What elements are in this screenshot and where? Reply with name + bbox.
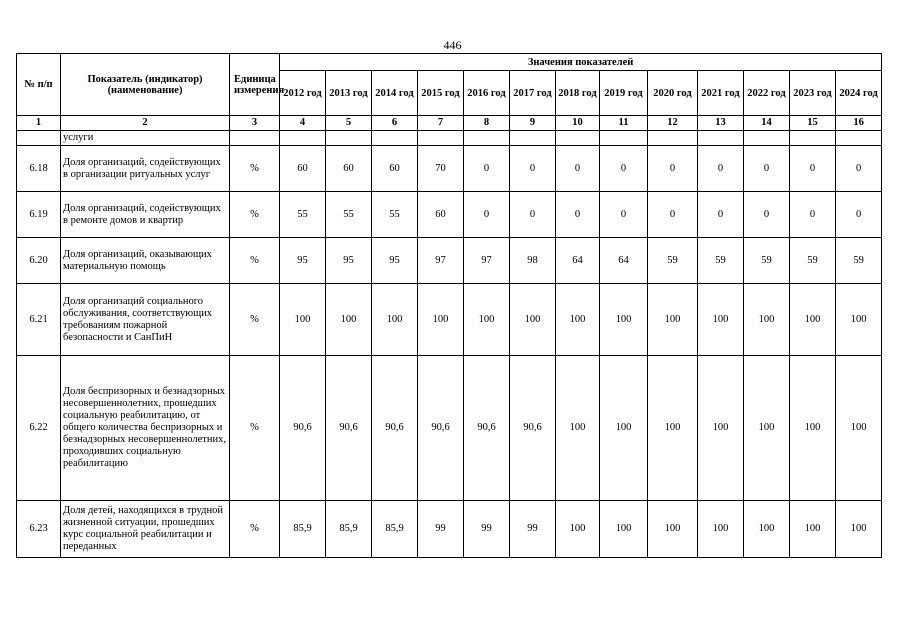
row-number: 6.20: [17, 238, 61, 284]
value-cell: 64: [600, 238, 648, 284]
column-number: 16: [836, 116, 882, 131]
value-cell: 100: [418, 284, 464, 356]
value-cell: 0: [510, 192, 556, 238]
header-year: 2021 год: [698, 71, 744, 116]
row-number: 6.18: [17, 146, 61, 192]
indicator-name: Доля организаций, содействующих в организации ритуальных услуг: [61, 146, 230, 192]
value-cell: 100: [648, 356, 698, 501]
value-cell: 70: [418, 146, 464, 192]
value-cell: 97: [464, 238, 510, 284]
row-number: 6.21: [17, 284, 61, 356]
value-cell: 55: [372, 192, 418, 238]
header-unit: Единица измерения: [230, 54, 280, 116]
value-cell: 100: [648, 501, 698, 558]
column-number: 8: [464, 116, 510, 131]
header-year: 2020 год: [648, 71, 698, 116]
value-cell: [280, 131, 326, 146]
table-row: [17, 356, 882, 501]
value-cell: 100: [744, 284, 790, 356]
value-cell: [600, 131, 648, 146]
value-cell: 99: [418, 501, 464, 558]
header-num: № п/п: [17, 54, 61, 116]
header-values-group: Значения показателей: [280, 54, 882, 71]
value-cell: 100: [326, 284, 372, 356]
header-year: 2022 год: [744, 71, 790, 116]
value-cell: 100: [744, 356, 790, 501]
value-cell: [556, 131, 600, 146]
value-cell: 95: [280, 238, 326, 284]
header-year: 2018 год: [556, 71, 600, 116]
column-number: 11: [600, 116, 648, 131]
value-cell: 100: [648, 284, 698, 356]
indicator-name: услуги: [61, 131, 230, 146]
value-cell: 0: [556, 146, 600, 192]
value-cell: 100: [790, 284, 836, 356]
row-number: [17, 131, 61, 146]
value-cell: 90,6: [464, 356, 510, 501]
value-cell: [464, 131, 510, 146]
value-cell: 97: [418, 238, 464, 284]
value-cell: 59: [648, 238, 698, 284]
value-cell: 85,9: [372, 501, 418, 558]
value-cell: 90,6: [372, 356, 418, 501]
value-cell: 90,6: [510, 356, 556, 501]
value-cell: 59: [698, 238, 744, 284]
column-number: 12: [648, 116, 698, 131]
value-cell: 100: [372, 284, 418, 356]
value-cell: 59: [836, 238, 882, 284]
value-cell: 0: [600, 146, 648, 192]
column-number: 15: [790, 116, 836, 131]
value-cell: 64: [556, 238, 600, 284]
table-row: [17, 501, 882, 558]
table-row: [17, 146, 882, 192]
unit-cell: %: [230, 238, 280, 284]
indicator-name: Доля детей, находящихся в трудной жизненной ситуации, прошедших курс социальной реабилитации и переданных: [61, 501, 230, 558]
unit-cell: %: [230, 356, 280, 501]
value-cell: [698, 131, 744, 146]
value-cell: 0: [510, 146, 556, 192]
value-cell: [372, 131, 418, 146]
table-row: [17, 284, 882, 356]
indicator-name: Доля организаций социального обслуживания, соответствующих требованиям пожарной безопасности и СанПиН: [61, 284, 230, 356]
value-cell: 0: [698, 146, 744, 192]
value-cell: 60: [418, 192, 464, 238]
value-cell: 85,9: [326, 501, 372, 558]
row-number: 6.22: [17, 356, 61, 501]
value-cell: [326, 131, 372, 146]
header-indicator: Показатель (индикатор) (наименование): [61, 54, 230, 116]
header-year: 2014 год: [372, 71, 418, 116]
value-cell: 60: [326, 146, 372, 192]
value-cell: [744, 131, 790, 146]
value-cell: 0: [464, 146, 510, 192]
value-cell: 0: [744, 146, 790, 192]
value-cell: [790, 131, 836, 146]
value-cell: 100: [600, 284, 648, 356]
value-cell: 100: [510, 284, 556, 356]
indicator-name: Доля организаций, оказывающих материальную помощь: [61, 238, 230, 284]
value-cell: 0: [744, 192, 790, 238]
value-cell: 59: [790, 238, 836, 284]
value-cell: [648, 131, 698, 146]
value-cell: [418, 131, 464, 146]
value-cell: 0: [836, 192, 882, 238]
value-cell: 60: [372, 146, 418, 192]
header-year: 2013 год: [326, 71, 372, 116]
row-number: 6.23: [17, 501, 61, 558]
value-cell: 98: [510, 238, 556, 284]
header-year: 2016 год: [464, 71, 510, 116]
value-cell: 0: [698, 192, 744, 238]
column-number: 9: [510, 116, 556, 131]
table-row: [17, 192, 882, 238]
value-cell: 100: [698, 284, 744, 356]
value-cell: 85,9: [280, 501, 326, 558]
value-cell: 100: [556, 501, 600, 558]
header-year: 2015 год: [418, 71, 464, 116]
value-cell: [510, 131, 556, 146]
value-cell: 100: [280, 284, 326, 356]
header-year: 2017 год: [510, 71, 556, 116]
value-cell: 100: [464, 284, 510, 356]
header-year: 2024 год: [836, 71, 882, 116]
value-cell: 100: [600, 501, 648, 558]
column-number: 14: [744, 116, 790, 131]
column-number: 5: [326, 116, 372, 131]
header-year: 2019 год: [600, 71, 648, 116]
column-number: 1: [17, 116, 61, 131]
value-cell: 90,6: [418, 356, 464, 501]
value-cell: 99: [510, 501, 556, 558]
column-number: 7: [418, 116, 464, 131]
value-cell: 100: [556, 356, 600, 501]
value-cell: 100: [790, 356, 836, 501]
value-cell: 0: [790, 146, 836, 192]
value-cell: [836, 131, 882, 146]
value-cell: 100: [600, 356, 648, 501]
column-number: 4: [280, 116, 326, 131]
indicator-name: Доля организаций, содействующих в ремонте домов и квартир: [61, 192, 230, 238]
value-cell: 95: [372, 238, 418, 284]
unit-cell: [230, 131, 280, 146]
value-cell: 90,6: [280, 356, 326, 501]
value-cell: 0: [648, 146, 698, 192]
value-cell: 99: [464, 501, 510, 558]
column-number: 6: [372, 116, 418, 131]
value-cell: 95: [326, 238, 372, 284]
indicators-table: [16, 53, 882, 558]
value-cell: 90,6: [326, 356, 372, 501]
value-cell: 0: [648, 192, 698, 238]
value-cell: 100: [744, 501, 790, 558]
value-cell: 0: [600, 192, 648, 238]
page-number: 446: [443, 38, 462, 52]
value-cell: 100: [790, 501, 836, 558]
value-cell: 0: [836, 146, 882, 192]
indicator-name: Доля беспризорных и безнадзорных несовершеннолетних, прошедших социальную реабилитацию, от общего количества беспризорных и безнадзорных несовершеннолетних, проходивших социальную реабилитацию: [61, 356, 230, 501]
value-cell: 100: [836, 284, 882, 356]
unit-cell: %: [230, 284, 280, 356]
row-number: 6.19: [17, 192, 61, 238]
value-cell: 60: [280, 146, 326, 192]
column-number: 13: [698, 116, 744, 131]
table-row: [17, 238, 882, 284]
unit-cell: %: [230, 146, 280, 192]
value-cell: 0: [464, 192, 510, 238]
value-cell: 100: [698, 356, 744, 501]
value-cell: 100: [836, 356, 882, 501]
value-cell: 100: [556, 284, 600, 356]
unit-cell: %: [230, 192, 280, 238]
value-cell: 59: [744, 238, 790, 284]
column-number: 3: [230, 116, 280, 131]
table-row: [17, 131, 882, 146]
value-cell: 100: [698, 501, 744, 558]
column-number: 2: [61, 116, 230, 131]
header-year: 2023 год: [790, 71, 836, 116]
value-cell: 55: [280, 192, 326, 238]
unit-cell: %: [230, 501, 280, 558]
value-cell: 100: [836, 501, 882, 558]
value-cell: 55: [326, 192, 372, 238]
header-year: 2012 год: [280, 71, 326, 116]
value-cell: 0: [556, 192, 600, 238]
value-cell: 0: [790, 192, 836, 238]
column-number: 10: [556, 116, 600, 131]
